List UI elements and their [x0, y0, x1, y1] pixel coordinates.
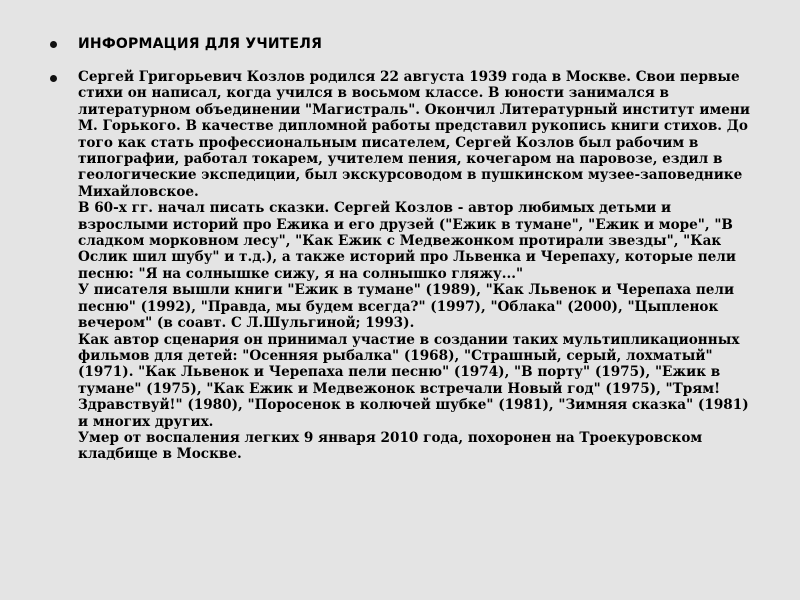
bullet-item-heading	[50, 36, 750, 53]
bullet-dot-icon	[50, 75, 57, 82]
bullet-item-biography	[50, 69, 750, 463]
biography-paragraph-books: У писателя вышли книги "Ежик в тумане" (1989), "Как Львенок и Черепаха пели песню" (1992), "Правда, мы будем всегда?" (1997), "Облака" (2000), "Цыпленок вечером" (в соавт. С Л.Шульгиной; 1993).	[78, 282, 735, 332]
biography-paragraph-screenplays: Как автор сценария он принимал участие в создании таких мультипликационных фильмов для детей: "Осенняя рыбалка" (1968), "Страшный, серый, лохматый" (1971). "Как Львенок и Черепаха пели песню" (1974), "В порту" (1975), "Ежик в тумане" (1975), "Как Ежик и Медвежонок встречали Новый год" (1975), "Трям! Здравствуй!" (1980), "Поросенок в колючей шубке" (1981), "Зимняя сказка" (1981) и многих других.	[78, 331, 749, 430]
bullet-dot-icon	[50, 41, 57, 48]
biography-paragraph-fairy-tales: В 60-х гг. начал писать сказки. Сергей Козлов - автор любимых детьми и взрослыми историй про Ежика и его друзей ("Ежик в тумане", "Ежик и море", "В сладком морковном лесу", "Как Ежик с Медвежонком протирали звезды", "Как Ослик шил шубу" и т.д.), а также историй про Львенка и Черепаху, которые пели песню: "Я на солнышке сижу, я на солнышко гляжу..."	[78, 200, 736, 282]
slide-heading: ИНФОРМАЦИЯ ДЛЯ УЧИТЕЛЯ	[78, 36, 323, 52]
biography-paragraph-death: Умер от воспаления легких 9 января 2010 года, похоронен на Троекуровском кладбище в Москве.	[78, 429, 703, 463]
bullet-list	[50, 36, 750, 463]
biography-paragraph-early-life: Сергей Григорьевич Козлов родился 22 августа 1939 года в Москве. Свои первые стихи он написал, когда учился в восьмом классе. В юности занимался в литературном объединении "Магистраль". Окончил Литературный институт имени М. Горького. В качестве дипломной работы представил рукопись книги стихов. До того как стать профессиональным писателем, Сергей Козлов был рабочим в типографии, работал токарем, учителем пения, кочегаром на паровозе, ездил в геологические экспедиции, был экскурсоводом в пушкинском музее-заповеднике Михайловское.	[78, 69, 750, 200]
